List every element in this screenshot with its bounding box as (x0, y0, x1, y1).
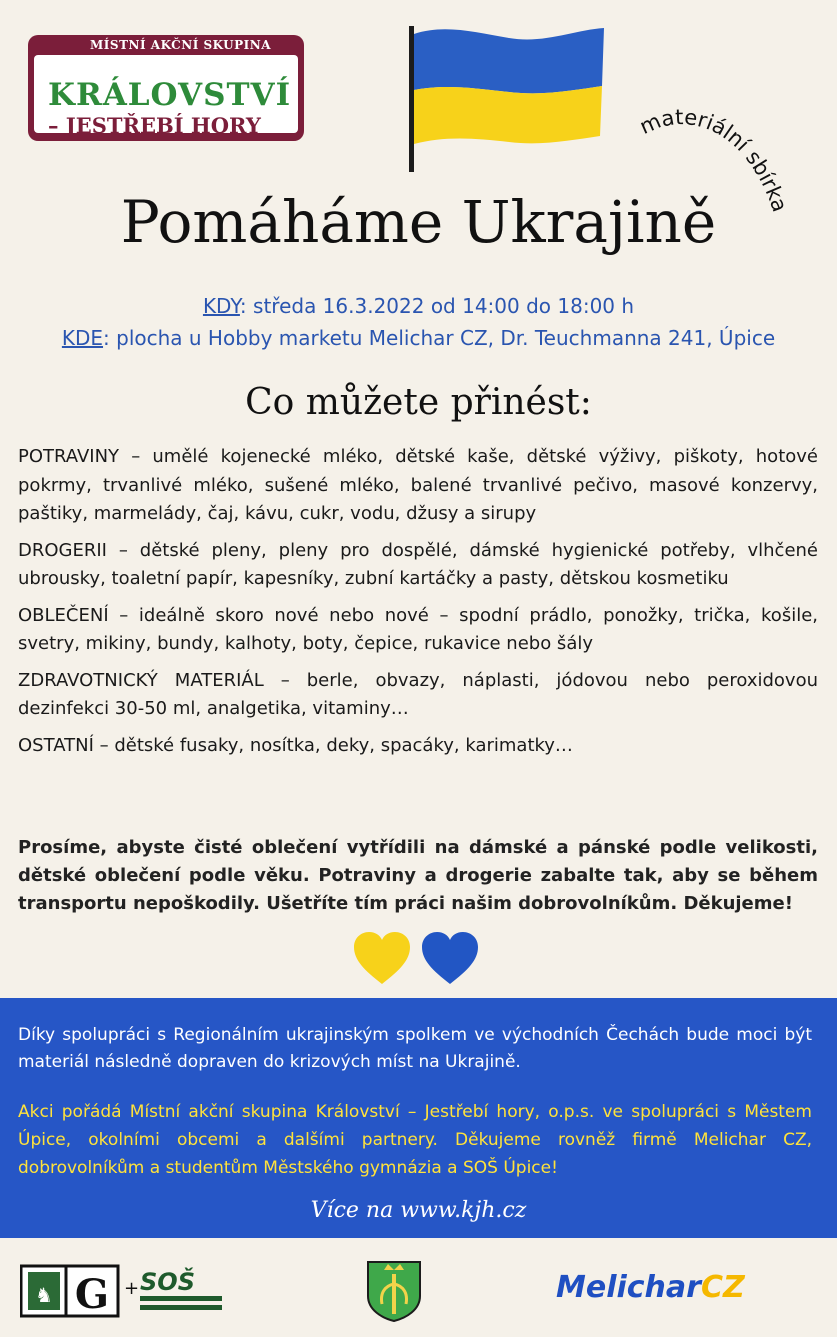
when-label: KDY (202, 294, 240, 318)
category-text: – umělé kojenecké mléko, dětské kaše, dětské výživy, piškoty, hotové pokrmy, trvanlivé mléko, sušené mléko, balené trvanlivé pečivo, masové konzervy, paštiky, marmelády, čaj, kávu, cukr, vodu, džusy a sirupy (18, 446, 818, 524)
curved-text: materiální sbírka (636, 105, 792, 215)
blue-heart-icon (422, 932, 478, 984)
section-heading: Co můžete přinést: (245, 382, 592, 423)
logo-top-text: MÍSTNÍ AKČNÍ SKUPINA (90, 38, 272, 52)
category-name: POTRAVINY (18, 446, 120, 467)
category-list (18, 443, 818, 768)
band-paragraph-1: Díky spolupráci s Regionálním ukrajinským spolkem ve východních Čechách bude moci být materiál následně dopraven do krizových míst na Ukrajině. (18, 1025, 812, 1072)
where-text: : plocha u Hobby marketu Melichar CZ, Dr. Teuchmanna 241, Úpice (103, 326, 776, 350)
logo-inner (34, 55, 298, 138)
category-text: – dětské pleny, pleny pro dospělé, dámské hygienické potřeby, vlhčené ubrousky, toaletní papír, kapesníky, zubní kartáčky a pasty, dětskou kosmetiku (18, 539, 818, 589)
info-band (0, 998, 837, 1238)
category-name: OBLEČENÍ (18, 604, 109, 626)
where-line (0, 326, 837, 350)
category-item (18, 537, 818, 594)
category-name: OSTATNÍ (18, 734, 94, 756)
svg-text:♞: ♞ (35, 1283, 53, 1307)
category-name: DROGERII (18, 539, 107, 561)
sos-logo (124, 1266, 224, 1316)
gymnazium-logo (20, 1262, 120, 1318)
gymnazium-letter: G (74, 1271, 110, 1318)
page-title: Pomáháme Ukrajině (120, 188, 717, 256)
melichar-main: Melichar (556, 1270, 701, 1305)
yellow-heart-icon (354, 932, 410, 984)
website-link[interactable]: Více na www.kjh.cz (310, 1198, 527, 1223)
category-name: ZDRAVOTNICKÝ MATERIÁL (18, 669, 264, 691)
where-label: KDE (61, 326, 104, 350)
sos-text: SOŠ (140, 1268, 195, 1296)
category-item (18, 602, 818, 659)
melichar-suffix: CZ (700, 1270, 745, 1305)
ukraine-flag-icon (414, 24, 604, 146)
category-item (18, 443, 818, 529)
when-line (0, 294, 837, 318)
request-paragraph: Prosíme, abyste čisté oblečení vytřídili na dámské a pánské podle velikosti, dětské oblečení podle věku. Potraviny a drogerie zabalte tak, aby se během transportu nepoškodily. Ušetříte tím práci našim dobrovolníkům. Děkujeme! (18, 837, 818, 914)
category-item (18, 732, 818, 761)
category-text: – ideálně skoro nové nebo nové – spodní prádlo, ponožky, trička, košile, svetry, mikiny, bundy, kalhoty, boty, čepice, rukavice nebo šály (18, 604, 818, 654)
upice-coat-of-arms-icon (366, 1260, 422, 1322)
when-text: : středa 16.3.2022 od 14:00 do 18:00 h (239, 294, 635, 318)
category-item (18, 667, 818, 724)
category-text: – berle, obvazy, náplasti, jódovou nebo peroxidovou dezinfekci 30-50 ml, analgetika, vitaminy… (18, 669, 819, 719)
band-paragraph-2: Akci pořádá Místní akční skupina Království – Jestřebí hory, o.p.s. ve spolupráci s Městem Úpice, okolními obcemi a dalšími partnery. Děkujeme rovněž firmě Melichar CZ, dobrovolníkům a studentům Městského gymnázia a SOŠ Úpice! (18, 1102, 812, 1178)
kjh-logo (28, 35, 304, 141)
logo-line2: – JESTŘEBÍ HORY (48, 113, 261, 138)
melichar-logo (556, 1270, 816, 1310)
category-text: – dětské fusaky, nosítka, deky, spacáky, karimatky… (93, 734, 573, 756)
logo-line1: KRÁLOVSTVÍ (48, 77, 292, 113)
svg-text:+: + (124, 1278, 140, 1299)
hearts (354, 932, 484, 986)
